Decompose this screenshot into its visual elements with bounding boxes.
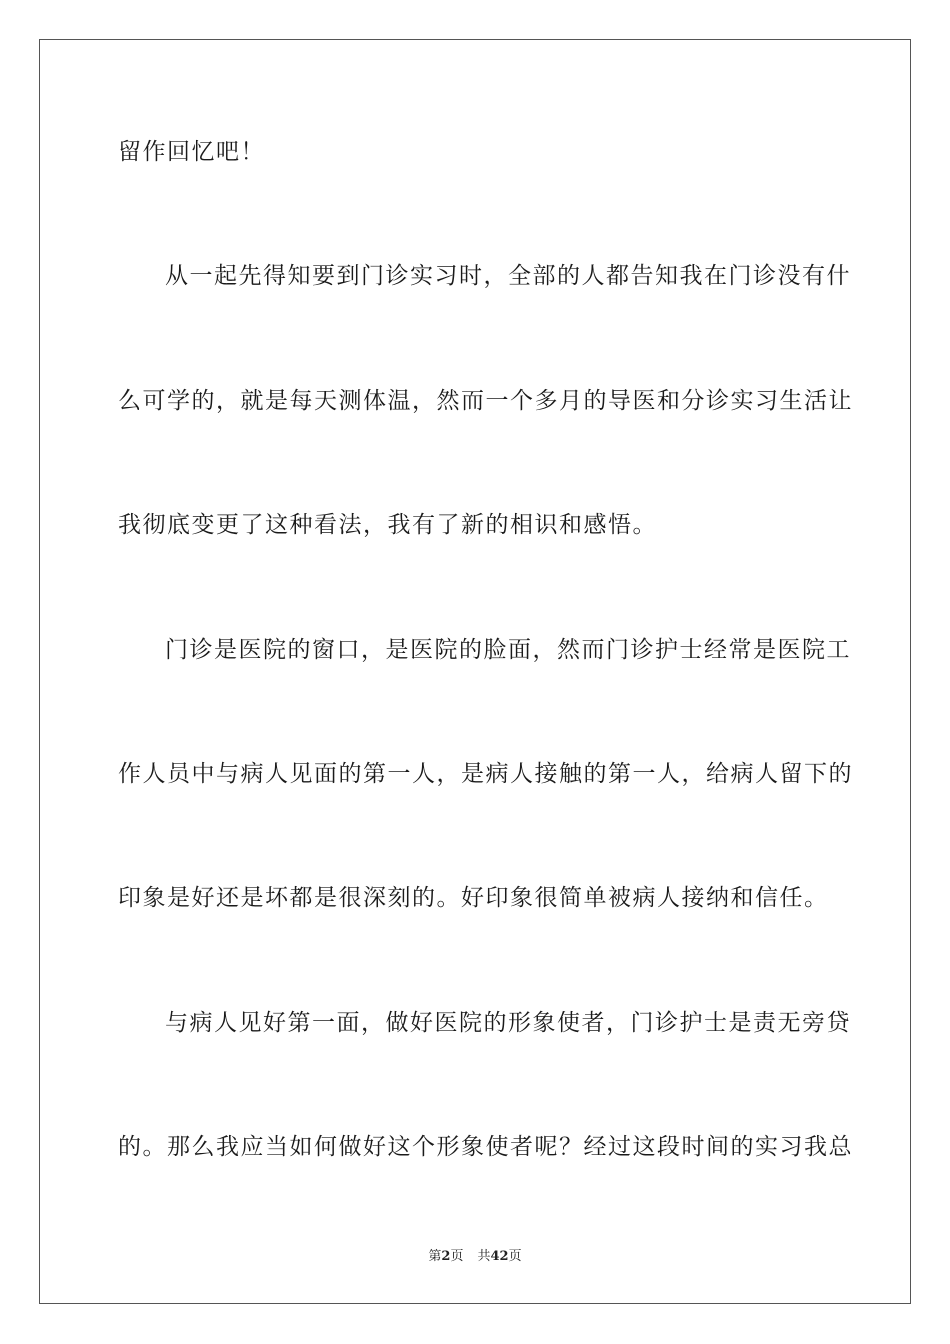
total-pages: 42 xyxy=(490,1249,509,1264)
page-prefix: 第 xyxy=(428,1249,442,1264)
paragraph-2-line-2: 作人员中与病人见面的第一人，是病人接触的第一人，给病人留下的 xyxy=(118,761,853,787)
total-prefix: 共 xyxy=(477,1249,491,1264)
paragraph-2-line-3: 印象是好还是坏都是很深刻的。好印象很简单被病人接纳和信任。 xyxy=(118,885,829,911)
paragraph-1-line-1: 从一起先得知要到门诊实习时，全部的人都告知我在门诊没有什 xyxy=(165,263,851,289)
text-line-1: 留作回忆吧！ xyxy=(118,139,265,165)
page-number: 2 xyxy=(441,1249,451,1264)
paragraph-1-line-3: 我彻底变更了这种看法，我有了新的相识和感悟。 xyxy=(118,512,657,538)
total-suffix: 页 xyxy=(508,1249,522,1264)
page-border xyxy=(39,39,911,1304)
paragraph-2-line-1: 门诊是医院的窗口，是医院的脸面，然而门诊护士经常是医院工 xyxy=(165,637,851,663)
page-footer xyxy=(0,1248,950,1266)
paragraph-3-line-1: 与病人见好第一面，做好医院的形象使者，门诊护士是责无旁贷 xyxy=(165,1010,851,1036)
paragraph-1-line-2: 么可学的，就是每天测体温，然而一个多月的导医和分诊实习生活让 xyxy=(118,388,853,414)
page-suffix: 页 xyxy=(450,1249,464,1264)
paragraph-3-line-2: 的。那么我应当如何做好这个形象使者呢？经过这段时间的实习我总 xyxy=(118,1134,853,1160)
